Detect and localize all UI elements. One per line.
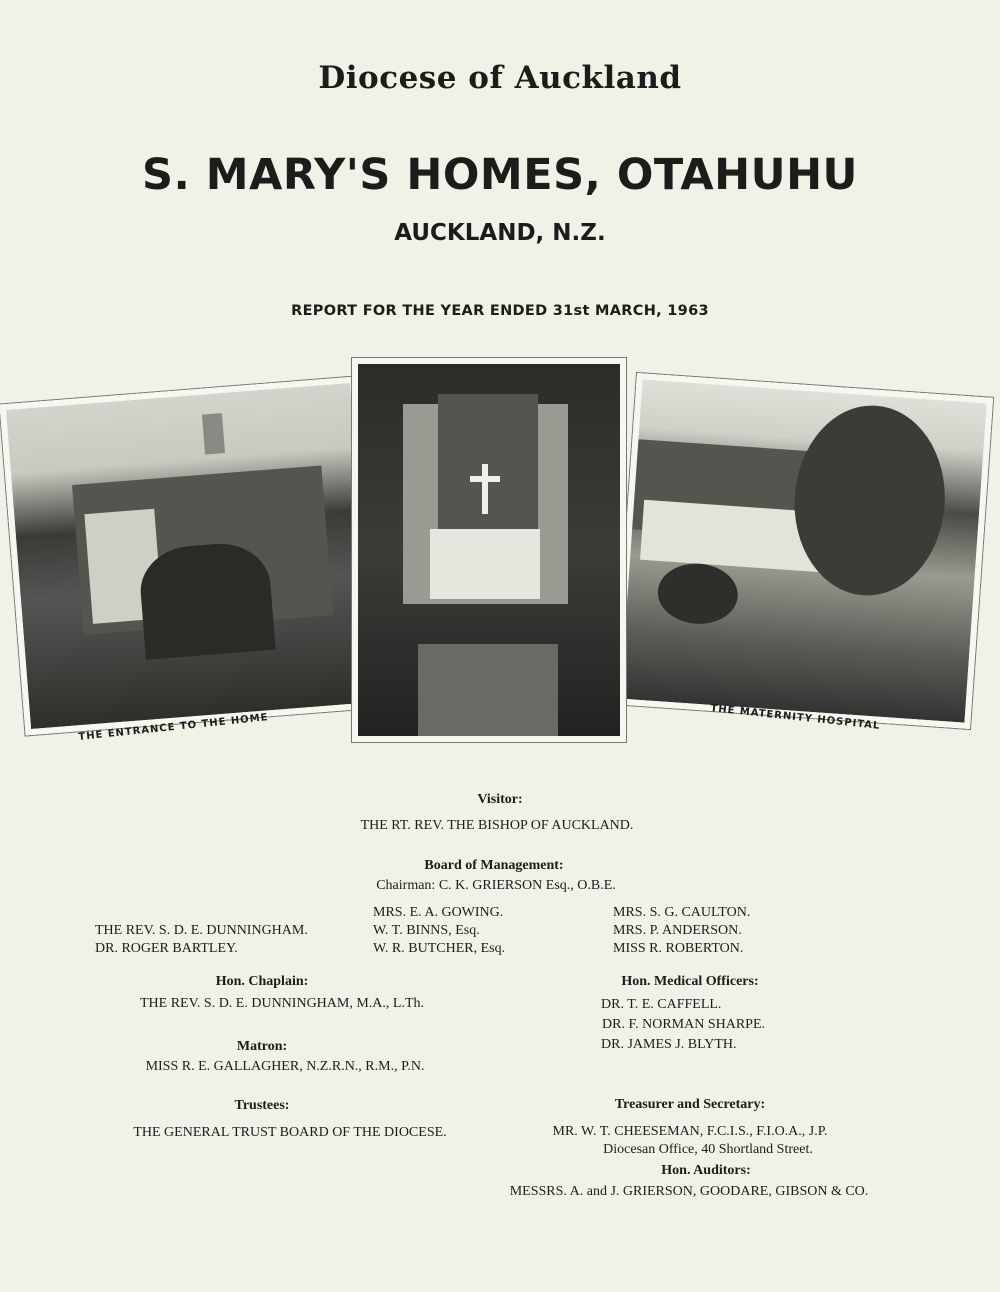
medical-officer: DR. F. NORMAN SHARPE. bbox=[602, 1017, 766, 1032]
auditors-heading: Hon. Auditors: bbox=[661, 1163, 751, 1178]
matron-heading: Matron: bbox=[236, 1039, 288, 1054]
board-member: MRS. E. A. GOWING. bbox=[373, 905, 504, 920]
medical-officer: DR. T. E. CAFFELL. bbox=[601, 997, 722, 1012]
treasurer-address: Diocesan Office, 40 Shortland Street. bbox=[603, 1142, 813, 1157]
medical-officer: DR. JAMES J. BLYTH. bbox=[601, 1037, 737, 1052]
medical-heading: Hon. Medical Officers: bbox=[621, 974, 759, 989]
board-chairman: Chairman: C. K. GRIERSON Esq., O.B.E. bbox=[376, 878, 616, 893]
matron-name: MISS R. E. GALLAGHER, N.Z.R.N., R.M., P.N. bbox=[145, 1059, 425, 1074]
page-title: S. MARY'S HOMES, OTAHUHU bbox=[142, 150, 858, 200]
caption-entrance: THE ENTRANCE TO THE HOME bbox=[77, 712, 270, 743]
photo-entrance bbox=[0, 377, 381, 736]
photo-maternity-hospital bbox=[614, 373, 993, 729]
treasurer-heading: Treasurer and Secretary: bbox=[614, 1097, 766, 1112]
chaplain-heading: Hon. Chaplain: bbox=[215, 974, 309, 989]
board-member: THE REV. S. D. E. DUNNINGHAM. bbox=[95, 923, 308, 938]
board-member: DR. ROGER BARTLEY. bbox=[95, 941, 238, 956]
diocese-heading: Diocese of Auckland bbox=[318, 60, 682, 96]
board-member: MRS. S. G. CAULTON. bbox=[613, 905, 751, 920]
board-member: MISS R. ROBERTON. bbox=[613, 941, 744, 956]
auditors-name: MESSRS. A. and J. GRIERSON, GOODARE, GIBSON & CO. bbox=[509, 1184, 869, 1199]
caption-maternity: THE MATERNITY HOSPITAL bbox=[709, 703, 881, 732]
board-heading: Board of Management: bbox=[424, 858, 564, 873]
photo-chapel bbox=[352, 358, 626, 742]
board-member: W. R. BUTCHER, Esq. bbox=[373, 941, 506, 956]
report-period: REPORT FOR THE YEAR ENDED 31st MARCH, 1963 bbox=[291, 303, 709, 319]
chaplain-name: THE REV. S. D. E. DUNNINGHAM, M.A., L.Th. bbox=[139, 996, 425, 1011]
location-subtitle: AUCKLAND, N.Z. bbox=[394, 220, 606, 246]
trustees-heading: Trustees: bbox=[234, 1098, 290, 1113]
trustees-name: THE GENERAL TRUST BOARD OF THE DIOCESE. bbox=[133, 1125, 447, 1140]
board-member: W. T. BINNS, Esq. bbox=[373, 923, 480, 938]
treasurer-name: MR. W. T. CHEESEMAN, F.C.I.S., F.I.O.A., J.P. bbox=[552, 1124, 828, 1139]
visitor-heading: Visitor: bbox=[477, 792, 523, 807]
board-member: MRS. P. ANDERSON. bbox=[613, 923, 742, 938]
visitor-name: THE RT. REV. THE BISHOP OF AUCKLAND. bbox=[360, 818, 634, 833]
